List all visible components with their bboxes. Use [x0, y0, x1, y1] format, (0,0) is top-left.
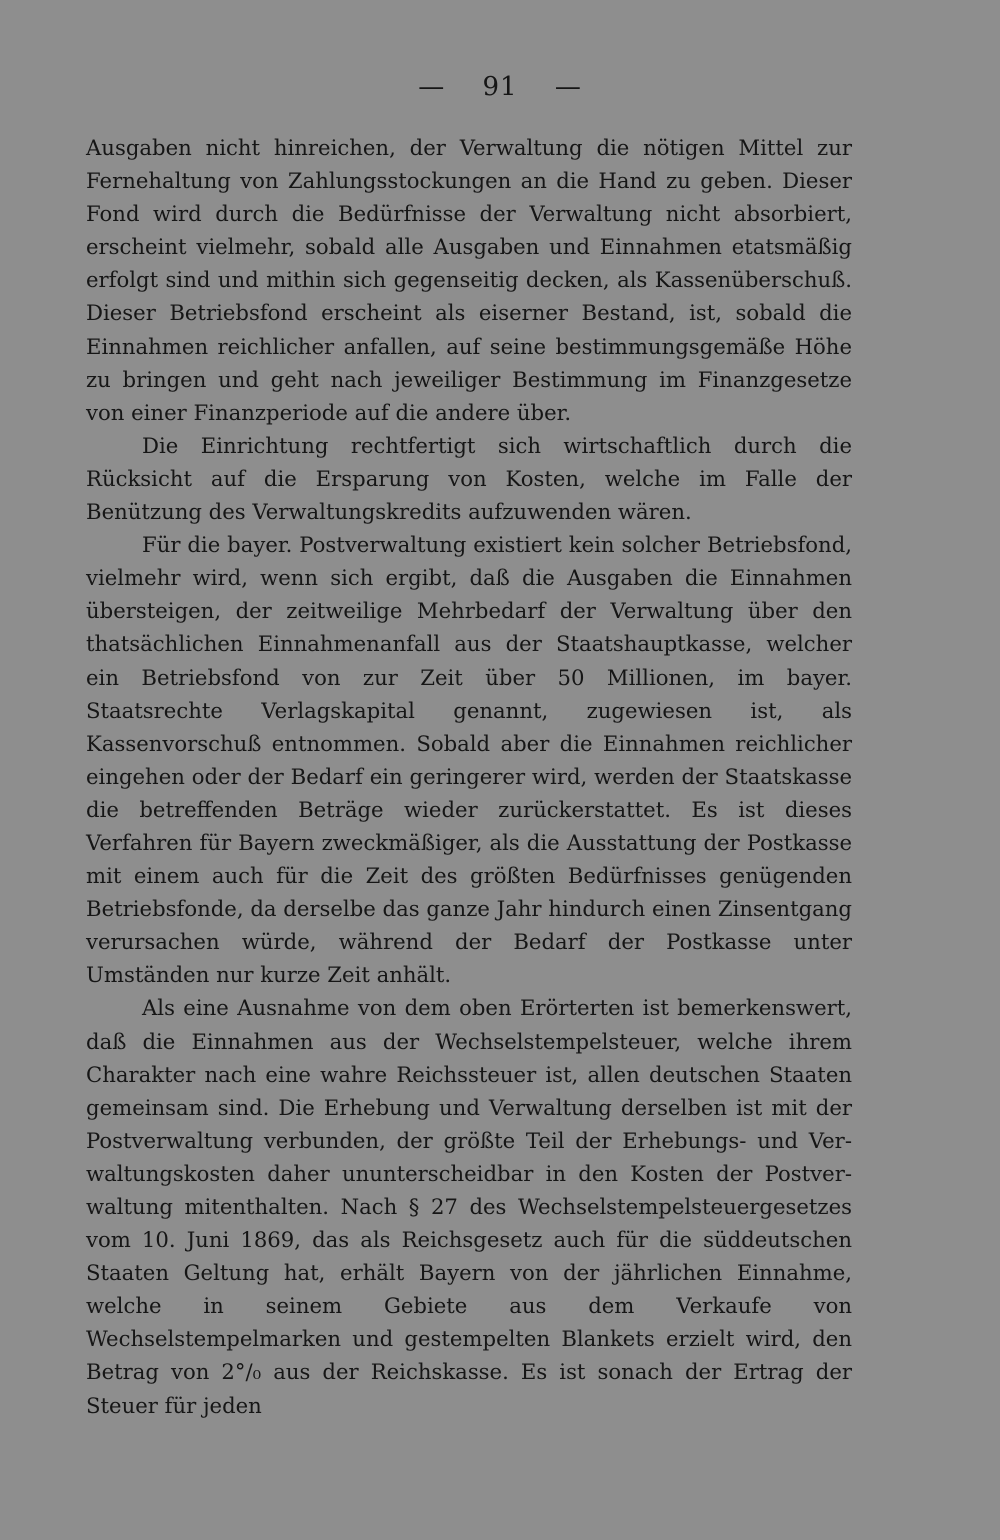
- header-dash-right: —: [554, 72, 582, 102]
- paragraph-3: Für die bayer. Postverwaltung existiert kein solcher Betriebsfond, vielmehr wird, wenn sich ergibt, daß die Ausgaben die Einnahmen übersteigen, der zeitweilige Mehrbedarf der Verwaltung über den thatsächlichen Einnahmenanfall aus der Staatshauptkasse, welcher ein Betriebsfond von zur Zeit über 50 Millionen, im bayer. Staatsrechte Verlagskapital genannt, zugewiesen ist, als Kassenvorschuß entnommen. Sobald aber die Einnahmen reichlicher eingehen oder der Bedarf ein geringerer wird, werden der Staatskasse die betreffenden Beträge wieder zurückerstattet. Es ist dieses Verfahren für Bayern zweckmäßiger, als die Ausstattung der Postkasse mit einem auch für die Zeit des größten Bedürfnisses genügenden Betriebsfonde, da derselbe das ganze Jahr hindurch einen Zinsentgang verursachen würde, während der Bedarf der Postkasse unter Umständen nur kurze Zeit anhält.: [86, 532, 852, 988]
- body-text: [86, 131, 852, 1422]
- paragraph-4: Als eine Ausnahme von dem oben Erörterten ist bemerkenswert, daß die Einnahmen aus der Wechselstempelsteuer, welche ihrem Charakter nach eine wahre Reichssteuer ist, allen deutschen Staaten gemeinsam sind. Die Erhebung und Verwaltung derselben ist mit der Postverwaltung verbunden, der größte Teil der Erhebungs- und Verwaltungskosten daher ununterscheidbar in den Kosten der Postverwaltung mitenthalten. Nach § 27 des Wechselstempelsteuergesetzes vom 10. Juni 1869, das als Reichsgesetz auch für die süddeutschen Staaten Geltung hat, erhält Bayern von der jährlichen Einnahme, welche in seinem Gebiete aus dem Verkaufe von Wechselstempelmarken und gestempelten Blankets erzielt wird, den Betrag von 2°/₀ aus der Reichskasse. Es ist sonach der Ertrag der Steuer für jeden: [86, 995, 852, 1418]
- header-dash-left: —: [418, 72, 446, 102]
- paragraph-1: Ausgaben nicht hinreichen, der Verwaltung die nötigen Mittel zur Fernehaltung von Zahlungsstockungen an die Hand zu geben. Dieser Fond wird durch die Bedürfnisse der Verwaltung nicht absorbiert, erscheint vielmehr, sobald alle Ausgaben und Einnahmen etatsmäßig erfolgt sind und mithin sich gegenseitig decken, als Kassenüberschuß. Dieser Betriebsfond erscheint als eiserner Bestand, ist, sobald die Einnahmen reichlicher anfallen, auf seine bestimmungsgemäße Höhe zu bringen und geht nach jeweiliger Bestimmung im Finanzgesetze von einer Finanzperiode auf die andere über.: [86, 135, 852, 425]
- page-number: 91: [482, 72, 518, 102]
- paragraph-2: Die Einrichtung rechtfertigt sich wirtschaftlich durch die Rücksicht auf die Ersparung von Kosten, welche im Falle der Benützung des Verwaltungskredits aufzuwenden wären.: [86, 432, 852, 525]
- page-header: [0, 72, 1000, 102]
